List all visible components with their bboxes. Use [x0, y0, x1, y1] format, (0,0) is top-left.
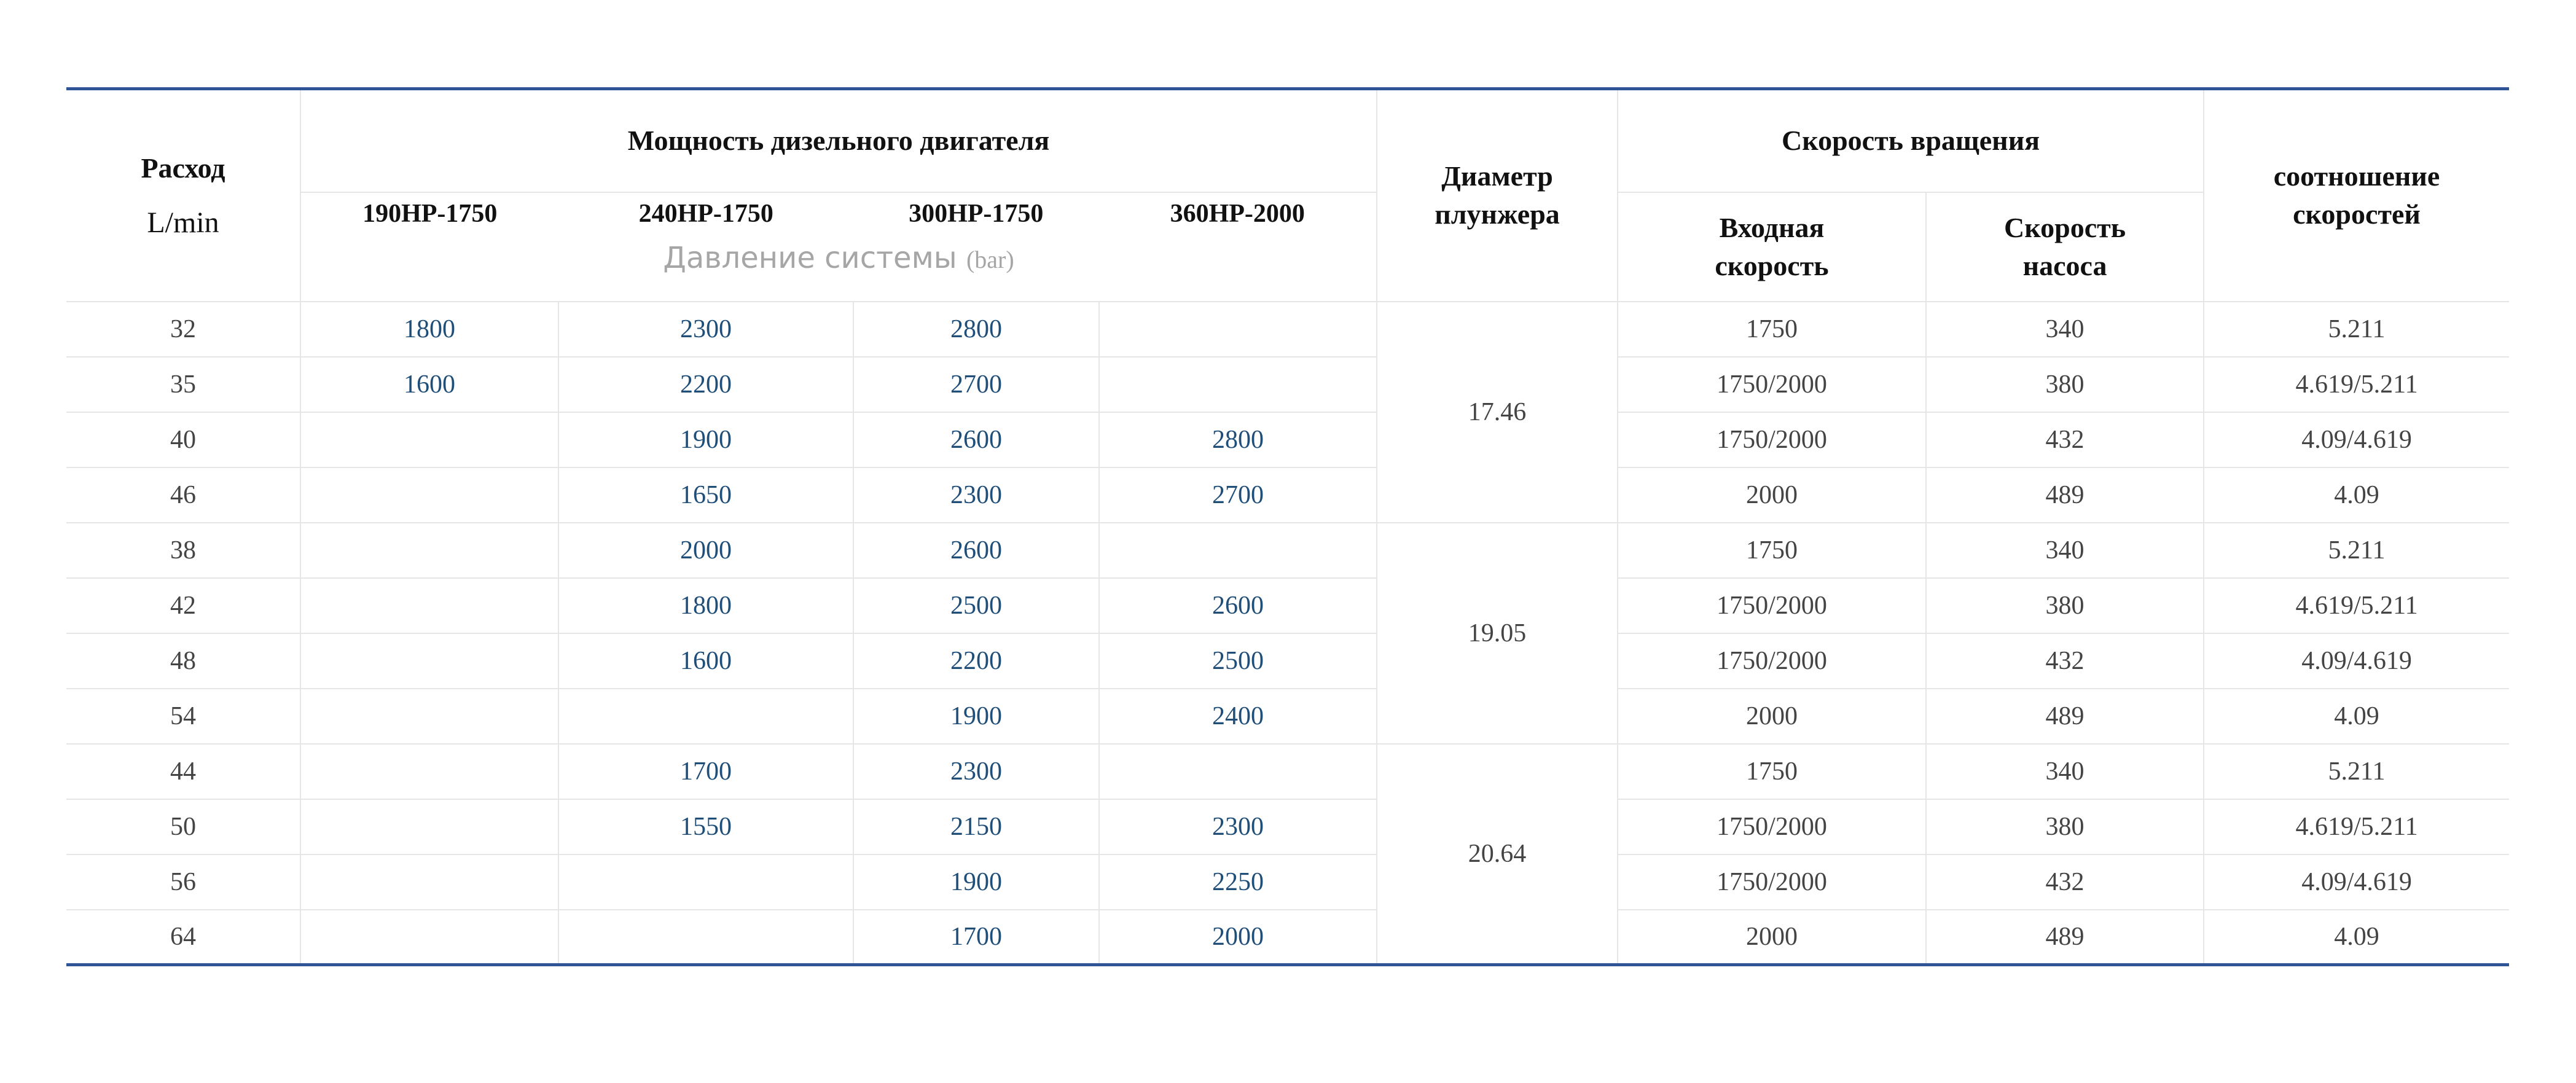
- flow-cell: 54: [66, 689, 300, 744]
- pressure-360hp-cell: [1099, 302, 1377, 357]
- speed-ratio-cell: 5.211: [2204, 523, 2509, 578]
- pressure-360hp-cell: 2250: [1099, 854, 1377, 910]
- table-row: [66, 910, 2509, 965]
- pressure-300hp-cell: 2200: [853, 633, 1099, 689]
- plunger-diameter-cell: 20.64: [1377, 744, 1618, 965]
- flow-header: [66, 89, 300, 302]
- pressure-300hp-cell: 2300: [853, 744, 1099, 799]
- flow-title: Расход: [141, 152, 225, 184]
- rotation-speed-header: Скорость вращения: [1618, 89, 2204, 192]
- plunger-header-line1: Диаметр: [1441, 160, 1553, 192]
- pressure-360hp-cell: 2800: [1099, 412, 1377, 467]
- engine-power-header: Мощность дизельного двигателя: [300, 89, 1377, 192]
- flow-cell: 48: [66, 633, 300, 689]
- input-speed-cell: 1750: [1618, 302, 1926, 357]
- system-pressure-note: [301, 238, 1376, 280]
- flow-cell: 64: [66, 910, 300, 965]
- engine-model-list: [301, 200, 1376, 232]
- pressure-360hp-cell: [1099, 523, 1377, 578]
- speed-ratio-header: [2204, 89, 2509, 302]
- flow-cell: 40: [66, 412, 300, 467]
- pump-speed-cell: 489: [1926, 467, 2204, 523]
- pressure-300hp-cell: 2500: [853, 578, 1099, 633]
- input-speed-cell: 1750: [1618, 523, 1926, 578]
- plunger-diameter-cell: 19.05: [1377, 523, 1618, 744]
- plunger-diameter-header: [1377, 89, 1618, 302]
- pressure-300hp-cell: 2600: [853, 412, 1099, 467]
- pressure-190hp-cell: [300, 799, 558, 854]
- pressure-300hp-cell: 2150: [853, 799, 1099, 854]
- input-speed-cell: 1750/2000: [1618, 854, 1926, 910]
- speed-ratio-cell: 5.211: [2204, 744, 2509, 799]
- pressure-240hp-cell: 1650: [558, 467, 853, 523]
- flow-cell: 38: [66, 523, 300, 578]
- table-header: [66, 89, 2509, 302]
- pump-speed-cell: 489: [1926, 910, 2204, 965]
- plunger-diameter-cell: 17.46: [1377, 302, 1618, 523]
- table-row: [66, 357, 2509, 412]
- pressure-300hp-cell: 1900: [853, 854, 1099, 910]
- pressure-190hp-cell: [300, 578, 558, 633]
- pressure-360hp-cell: 2400: [1099, 689, 1377, 744]
- pressure-240hp-cell: [558, 910, 853, 965]
- pump-speed-cell: 432: [1926, 854, 2204, 910]
- engine-models-subheader: [300, 192, 1377, 302]
- table-row: [66, 744, 2509, 799]
- pressure-240hp-cell: 1600: [558, 633, 853, 689]
- flow-cell: 50: [66, 799, 300, 854]
- pressure-240hp-cell: 2200: [558, 357, 853, 412]
- pump-speed-cell: 432: [1926, 412, 2204, 467]
- pressure-190hp-cell: [300, 467, 558, 523]
- flow-cell: 46: [66, 467, 300, 523]
- pressure-190hp-cell: 1600: [300, 357, 558, 412]
- pressure-300hp-cell: 2600: [853, 523, 1099, 578]
- pressure-360hp-cell: [1099, 744, 1377, 799]
- pump-speed-line2: насоса: [2022, 249, 2107, 281]
- speed-ratio-cell: 4.619/5.211: [2204, 357, 2509, 412]
- flow-cell: 32: [66, 302, 300, 357]
- pressure-190hp-cell: [300, 633, 558, 689]
- pressure-300hp-cell: 2300: [853, 467, 1099, 523]
- pressure-360hp-cell: [1099, 357, 1377, 412]
- flow-cell: 44: [66, 744, 300, 799]
- ratio-header-line1: соотношение: [2273, 160, 2440, 192]
- flow-cell: 35: [66, 357, 300, 412]
- pressure-240hp-cell: 1900: [558, 412, 853, 467]
- pressure-240hp-cell: 2000: [558, 523, 853, 578]
- input-speed-cell: 1750: [1618, 744, 1926, 799]
- engine-model-190hp: 190HP-1750: [362, 200, 498, 228]
- pressure-190hp-cell: 1800: [300, 302, 558, 357]
- pressure-240hp-cell: [558, 854, 853, 910]
- pressure-240hp-cell: 1800: [558, 578, 853, 633]
- pump-speed-cell: 432: [1926, 633, 2204, 689]
- ratio-header-line2: скоростей: [2293, 198, 2421, 230]
- pressure-360hp-cell: 2500: [1099, 633, 1377, 689]
- system-pressure-unit: (bar): [966, 246, 1014, 273]
- table-row: [66, 689, 2509, 744]
- input-speed-cell: 2000: [1618, 689, 1926, 744]
- pump-spec-table: [66, 87, 2509, 966]
- engine-model-360hp: 360HP-2000: [1170, 200, 1305, 228]
- pump-speed-cell: 340: [1926, 744, 2204, 799]
- flow-unit: L/min: [147, 206, 219, 240]
- pressure-240hp-cell: [558, 689, 853, 744]
- input-speed-header: [1618, 192, 1926, 302]
- table-row: [66, 467, 2509, 523]
- pressure-240hp-cell: 1550: [558, 799, 853, 854]
- pressure-190hp-cell: [300, 744, 558, 799]
- pressure-300hp-cell: 2800: [853, 302, 1099, 357]
- input-speed-cell: 1750/2000: [1618, 633, 1926, 689]
- pressure-300hp-cell: 1700: [853, 910, 1099, 965]
- input-speed-cell: 1750/2000: [1618, 412, 1926, 467]
- table-row: [66, 412, 2509, 467]
- pressure-300hp-cell: 2700: [853, 357, 1099, 412]
- speed-ratio-cell: 5.211: [2204, 302, 2509, 357]
- pressure-300hp-cell: 1900: [853, 689, 1099, 744]
- pressure-190hp-cell: [300, 523, 558, 578]
- engine-model-300hp: 300HP-1750: [909, 200, 1044, 228]
- table-row: [66, 854, 2509, 910]
- pressure-190hp-cell: [300, 854, 558, 910]
- pressure-360hp-cell: 2600: [1099, 578, 1377, 633]
- pump-speed-cell: 380: [1926, 357, 2204, 412]
- input-speed-line1: Входная: [1719, 211, 1825, 243]
- table-row: [66, 578, 2509, 633]
- engine-model-240hp: 240HP-1750: [638, 200, 773, 228]
- speed-ratio-cell: 4.09: [2204, 689, 2509, 744]
- table-row: [66, 302, 2509, 357]
- pump-speed-cell: 340: [1926, 302, 2204, 357]
- system-pressure-label: Давление системы: [663, 241, 957, 275]
- pressure-190hp-cell: [300, 910, 558, 965]
- speed-ratio-cell: 4.09: [2204, 467, 2509, 523]
- table-row: [66, 799, 2509, 854]
- pump-speed-cell: 489: [1926, 689, 2204, 744]
- speed-ratio-cell: 4.619/5.211: [2204, 799, 2509, 854]
- pressure-240hp-cell: 1700: [558, 744, 853, 799]
- pressure-360hp-cell: 2000: [1099, 910, 1377, 965]
- pump-speed-cell: 340: [1926, 523, 2204, 578]
- input-speed-cell: 2000: [1618, 467, 1926, 523]
- input-speed-cell: 2000: [1618, 910, 1926, 965]
- speed-ratio-cell: 4.09/4.619: [2204, 412, 2509, 467]
- table-body: [66, 302, 2509, 965]
- flow-cell: 56: [66, 854, 300, 910]
- pump-speed-cell: 380: [1926, 578, 2204, 633]
- pump-speed-line1: Скорость: [2004, 211, 2126, 243]
- pressure-360hp-cell: 2700: [1099, 467, 1377, 523]
- header-row-2: [66, 192, 2509, 302]
- spec-table-container: [66, 87, 2509, 966]
- plunger-header-line2: плунжера: [1435, 198, 1560, 230]
- pressure-360hp-cell: 2300: [1099, 799, 1377, 854]
- speed-ratio-cell: 4.619/5.211: [2204, 578, 2509, 633]
- speed-ratio-cell: 4.09/4.619: [2204, 633, 2509, 689]
- flow-cell: 42: [66, 578, 300, 633]
- table-row: [66, 523, 2509, 578]
- input-speed-cell: 1750/2000: [1618, 799, 1926, 854]
- input-speed-line2: скорость: [1715, 249, 1829, 281]
- pressure-190hp-cell: [300, 412, 558, 467]
- pump-speed-cell: 380: [1926, 799, 2204, 854]
- pressure-190hp-cell: [300, 689, 558, 744]
- pressure-240hp-cell: 2300: [558, 302, 853, 357]
- header-row-1: [66, 89, 2509, 192]
- speed-ratio-cell: 4.09/4.619: [2204, 854, 2509, 910]
- pump-speed-header: [1926, 192, 2204, 302]
- input-speed-cell: 1750/2000: [1618, 357, 1926, 412]
- input-speed-cell: 1750/2000: [1618, 578, 1926, 633]
- speed-ratio-cell: 4.09: [2204, 910, 2509, 965]
- table-row: [66, 633, 2509, 689]
